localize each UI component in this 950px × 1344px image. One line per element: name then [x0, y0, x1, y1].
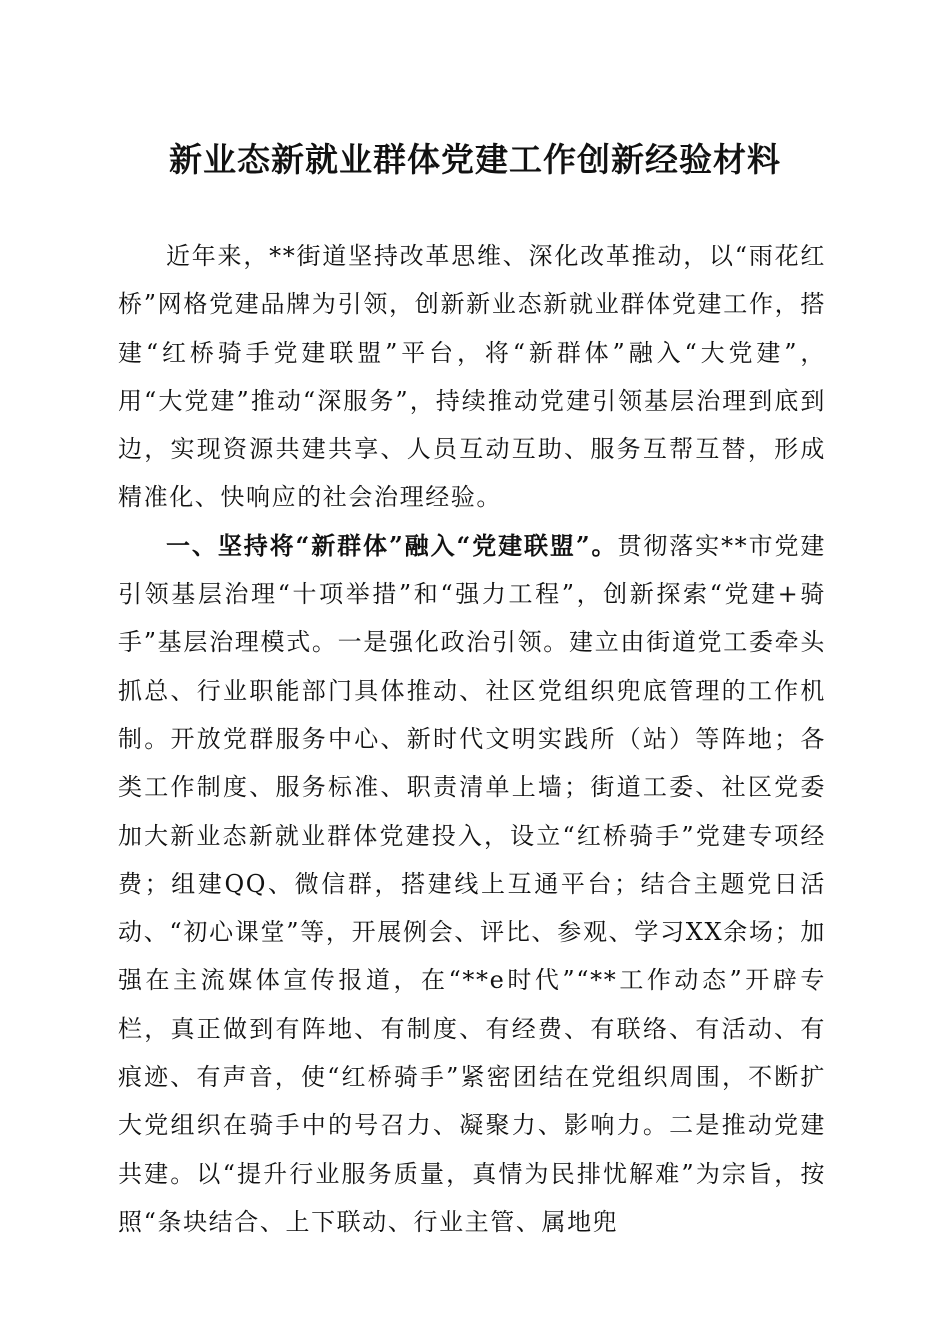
section-1-heading: 一、坚持将“新群体”融入“党建联盟”。: [166, 530, 618, 560]
intro-paragraph: 近年来，**街道坚持改革思维、深化改革推动，以“雨花红桥”网格党建品牌为引领，创新新业态新就业群体党建工作，搭建“红桥骑手党建联盟”平台，将“新群体”融入“大党建”，用“大党建”推动“深服务”，持续推动党建引领基层治理到底到边，实现资源共建共享、人员互动互助、服务互帮互替，形成精准化、快响应的社会治理经验。: [118, 242, 826, 512]
document-title: 新业态新就业群体党建工作创新经验材料: [169, 140, 781, 179]
section-1-paragraph: [118, 522, 826, 1246]
section-1-body: 贯彻落实**市党建引领基层治理“十项举措”和“强力工程”，创新探索“党建+骑手”基层治理模式。一是强化政治引领。建立由街道党工委牵头抓总、行业职能部门具体推动、社区党组织兜底管理的工作机制。开放党群服务中心、新时代文明实践所（站）等阵地；各类工作制度、服务标准、职责清单上墙；街道工委、社区党委加大新业态新就业群体党建投入，设立“红桥骑手”党建专项经费；组建QQ、微信群，搭建线上互通平台；结合主题党日活动、“初心课堂”等，开展例会、评比、参观、学习XX余场；加强在主流媒体宣传报道，在“**e时代”“**工作动态”开辟专栏，真正做到有阵地、有制度、有经费、有联络、有活动、有痕迹、有声音，使“红桥骑手”紧密团结在党组织周围，不断扩大党组织在骑手中的号召力、凝聚力、影响力。二是推动党建共建。以“提升行业服务质量，真情为民排忧解难”为宗旨，按照“条块结合、上下联动、行业主管、属地兜: [118, 531, 826, 1236]
document-body: [118, 232, 826, 1246]
